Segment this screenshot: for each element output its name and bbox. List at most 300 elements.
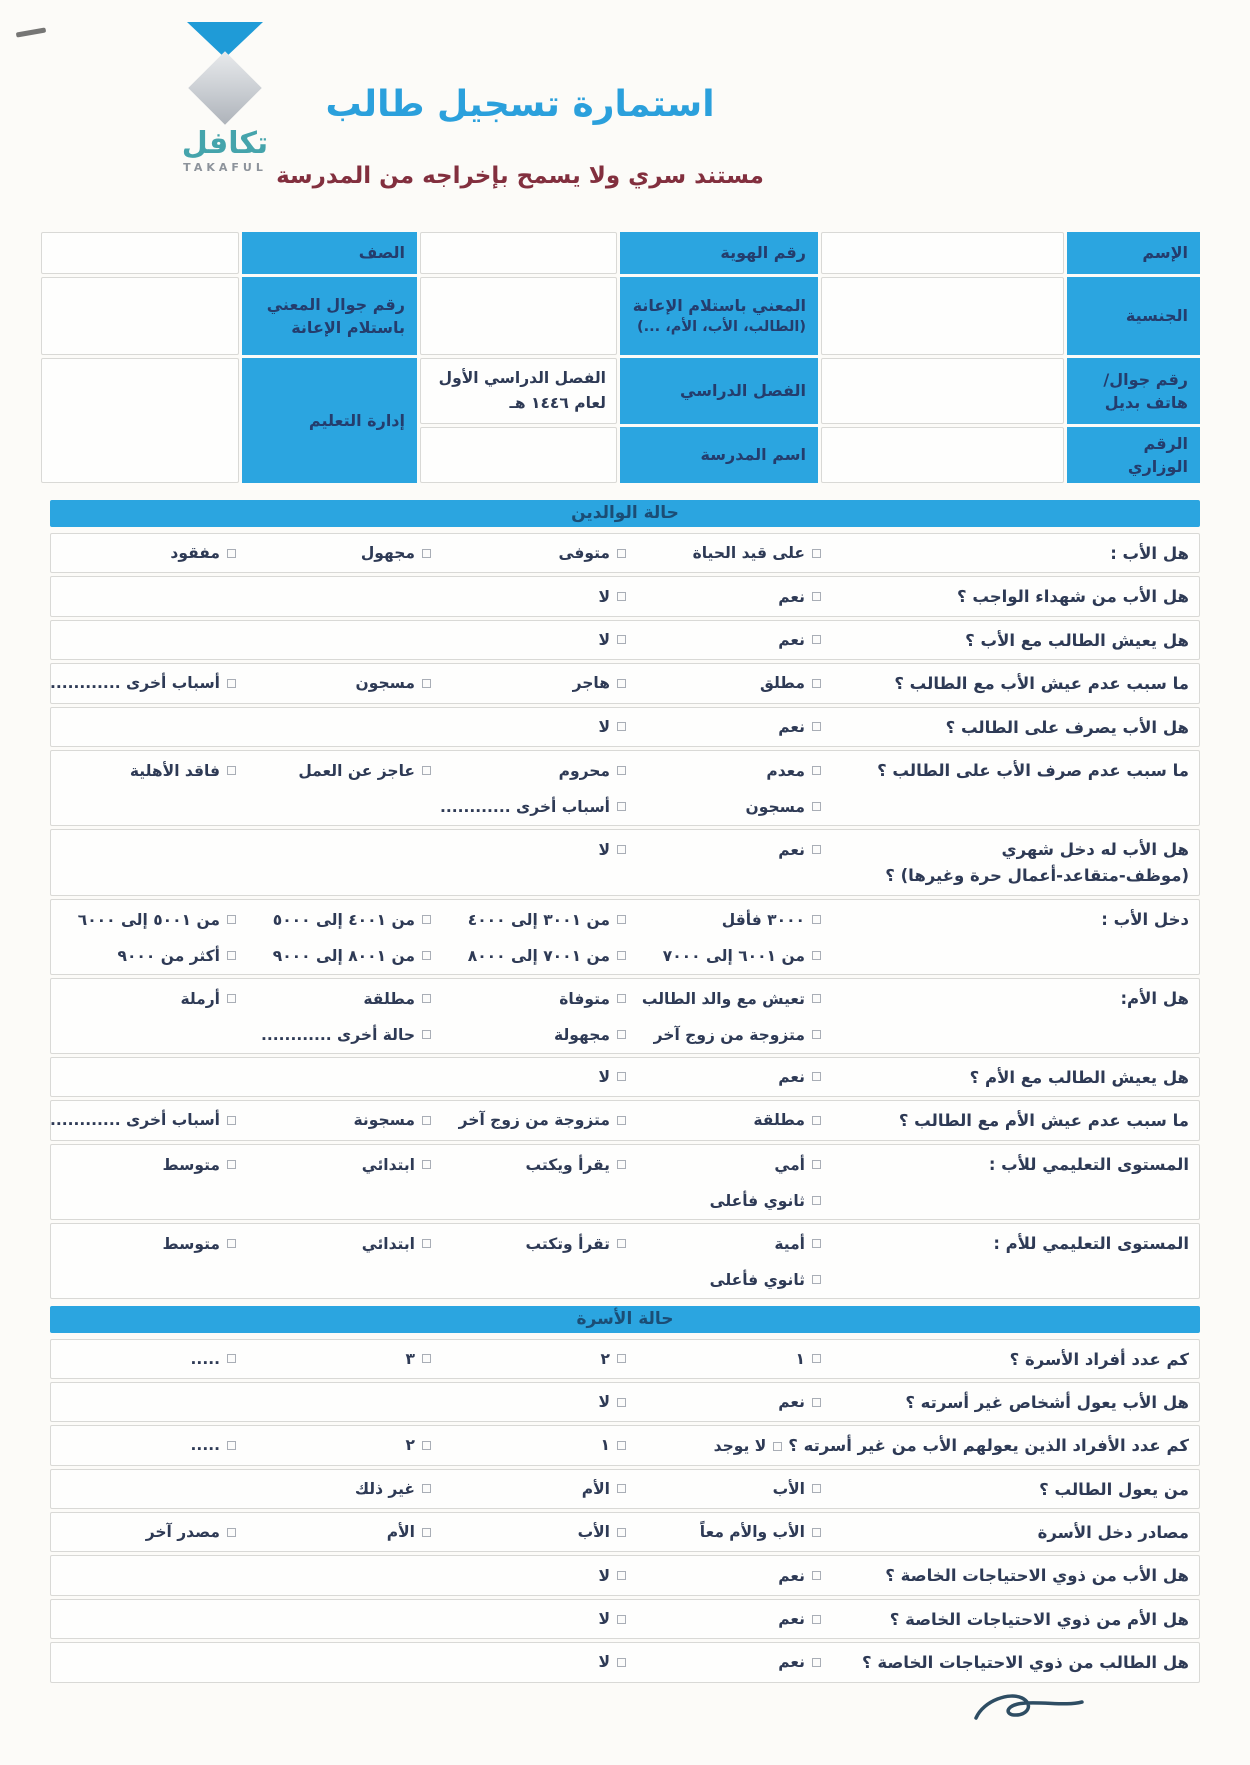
option-label: أسباب أخرى ............ xyxy=(49,1111,220,1130)
aid-recipient-label-line2: (الطالب، الأب، الأم، ...) xyxy=(637,319,806,336)
question-label xyxy=(821,751,1199,825)
options-group xyxy=(51,900,821,974)
options-group xyxy=(51,1383,821,1421)
scan-artifact xyxy=(16,27,46,37)
option-label: نعم xyxy=(778,1067,805,1086)
option xyxy=(431,1235,626,1253)
option xyxy=(51,544,236,562)
question-text-span: هل الأب من شهداء الواجب ؟ xyxy=(957,587,1189,607)
checkbox[interactable] xyxy=(617,1484,626,1493)
options-line xyxy=(51,1471,821,1507)
option xyxy=(236,990,431,1008)
form-row xyxy=(50,1599,1200,1639)
aid-recipient-label xyxy=(620,277,818,355)
options-line xyxy=(51,1262,821,1298)
checkbox[interactable] xyxy=(617,1116,626,1125)
options-group xyxy=(50,664,821,702)
option-label: الأب والأم معاً xyxy=(699,1523,805,1542)
checkbox[interactable] xyxy=(617,1571,626,1580)
option xyxy=(626,718,821,736)
checkbox[interactable] xyxy=(227,1116,236,1125)
options-line xyxy=(51,938,821,974)
form-row xyxy=(50,1469,1200,1509)
option xyxy=(236,947,431,965)
option xyxy=(236,1480,431,1498)
name-value-cell[interactable] xyxy=(821,232,1064,274)
option xyxy=(431,1068,626,1086)
option xyxy=(51,947,236,965)
option-label: ٢ xyxy=(405,1436,415,1455)
semester-value-cell[interactable]: الفصل الدراسي الأول لعام ١٤٤٦ هـ xyxy=(420,358,617,424)
option-label: مجهولة xyxy=(554,1025,610,1044)
option-label: هاجر xyxy=(572,674,610,693)
options-group xyxy=(51,1556,821,1594)
checkbox[interactable] xyxy=(422,549,431,558)
question-label xyxy=(821,577,1199,615)
option xyxy=(431,1156,626,1174)
checkbox[interactable] xyxy=(617,1030,626,1039)
question-text-span: المستوى التعليمي للأم : xyxy=(993,1233,1189,1253)
checkbox[interactable] xyxy=(617,1398,626,1407)
option-label: نعم xyxy=(778,587,805,606)
question-text xyxy=(821,628,1189,654)
option-label: ١ xyxy=(795,1349,805,1368)
checkbox[interactable] xyxy=(812,1275,821,1284)
options-line xyxy=(51,789,821,825)
option-label: متوسط xyxy=(162,1234,220,1253)
option-label: أكثر من ٩٠٠٠ xyxy=(117,946,220,965)
checkbox[interactable] xyxy=(617,549,626,558)
ministry-number-label: الرقم الوزاري xyxy=(1067,427,1200,483)
question-text-span: كم عدد أفراد الأسرة ؟ xyxy=(1009,1349,1189,1369)
option xyxy=(626,911,821,929)
option-label: لا يوجد xyxy=(713,1437,767,1456)
options-line xyxy=(51,981,821,1017)
option xyxy=(236,674,431,692)
nationality-value-cell[interactable] xyxy=(821,277,1064,355)
option xyxy=(431,674,626,692)
option xyxy=(626,1610,821,1628)
question-text-span: هل الأب يعول أشخاص غير أسرته ؟ xyxy=(905,1392,1189,1412)
option-label: مسجون xyxy=(745,797,805,816)
recipient-mobile-value-cell[interactable] xyxy=(41,277,239,355)
question-text xyxy=(821,1065,1189,1091)
logo-arabic-name: تكافل xyxy=(181,126,269,161)
alt-phone-value-cell[interactable] xyxy=(821,358,1064,424)
checkbox[interactable] xyxy=(227,1354,236,1363)
checkbox[interactable] xyxy=(422,679,431,688)
options-line xyxy=(51,1017,821,1053)
checkbox[interactable] xyxy=(812,679,821,688)
checkbox[interactable] xyxy=(812,635,821,644)
question-text xyxy=(713,1433,1189,1459)
question-text xyxy=(821,837,1189,863)
checkbox[interactable] xyxy=(812,1528,821,1537)
handwritten-signature-mark xyxy=(970,1688,1090,1730)
checkbox[interactable] xyxy=(422,994,431,1003)
option-label: متوفى xyxy=(558,544,610,563)
checkbox[interactable] xyxy=(617,994,626,1003)
checkbox[interactable] xyxy=(227,1528,236,1537)
options-line xyxy=(51,1147,821,1183)
checkbox[interactable] xyxy=(422,1354,431,1363)
option-label: ثانوي فأعلى xyxy=(709,1191,805,1210)
checkbox[interactable] xyxy=(617,1615,626,1624)
form-row xyxy=(50,1512,1200,1552)
question-text-span: المستوى التعليمي للأب : xyxy=(988,1154,1189,1174)
question-label xyxy=(821,664,1199,702)
options-group xyxy=(51,577,821,615)
checkbox[interactable] xyxy=(617,1072,626,1081)
checkbox[interactable] xyxy=(812,915,821,924)
option xyxy=(51,990,236,1008)
checkbox[interactable] xyxy=(422,915,431,924)
form-sections xyxy=(50,500,1200,1683)
option-label: تقرأ وتكتب xyxy=(525,1234,610,1253)
option-label: ابتدائي xyxy=(361,1155,415,1174)
option xyxy=(431,990,626,1008)
option-label: أرملة xyxy=(180,989,220,1008)
checkbox[interactable] xyxy=(812,1030,821,1039)
question-text xyxy=(821,1347,1189,1373)
question-label xyxy=(821,900,1199,974)
checkbox[interactable] xyxy=(617,679,626,688)
checkbox[interactable] xyxy=(617,722,626,731)
checkbox[interactable] xyxy=(812,1072,821,1081)
checkbox[interactable] xyxy=(617,951,626,960)
checkbox[interactable] xyxy=(812,1658,821,1667)
options-group xyxy=(51,708,821,746)
checkbox[interactable] xyxy=(812,802,821,811)
form-row xyxy=(50,1642,1200,1682)
option-label: أسباب أخرى ............ xyxy=(49,674,220,693)
question-text xyxy=(821,1563,1189,1589)
form-row xyxy=(50,576,1200,616)
options-line xyxy=(51,622,821,658)
checkbox[interactable] xyxy=(812,1484,821,1493)
option-label: تعيش مع والد الطالب xyxy=(641,989,805,1008)
question-text xyxy=(821,1607,1189,1633)
option xyxy=(431,1436,626,1454)
question-text xyxy=(821,758,1189,784)
option-label: الأب xyxy=(577,1523,610,1542)
education-admin-label: إدارة التعليم xyxy=(242,358,417,483)
option xyxy=(431,1523,626,1541)
option xyxy=(431,1567,626,1585)
form-row xyxy=(50,1144,1200,1220)
aid-recipient-value-cell[interactable] xyxy=(420,277,617,355)
form-row xyxy=(50,1339,1200,1379)
question-text xyxy=(821,1152,1189,1178)
ministry-number-value-cell[interactable] xyxy=(821,427,1064,483)
question-text-span: هل الأب : xyxy=(1110,544,1189,563)
checkbox[interactable] xyxy=(812,1398,821,1407)
id-number-value-cell[interactable] xyxy=(420,232,617,274)
form-row xyxy=(50,829,1200,896)
question-text xyxy=(821,1390,1189,1416)
option-label: لا xyxy=(598,1610,610,1629)
option xyxy=(51,911,236,929)
question-text-span: هل يعيش الطالب مع الأب ؟ xyxy=(965,630,1189,650)
option xyxy=(236,1235,431,1253)
checkbox[interactable] xyxy=(227,549,236,558)
option-label: نعم xyxy=(778,1393,805,1412)
question-text xyxy=(821,1520,1189,1546)
options-line xyxy=(51,535,821,571)
option-label: الأب xyxy=(772,1479,805,1498)
question-text-span: كم عدد الأفراد الذين يعولهم الأب من غير أسرته ؟ xyxy=(788,1436,1189,1456)
checkbox[interactable] xyxy=(617,1528,626,1537)
question-label xyxy=(821,1470,1199,1508)
option-label: أسباب أخرى ............ xyxy=(439,797,610,816)
form-row xyxy=(50,899,1200,975)
checkbox[interactable] xyxy=(422,766,431,775)
option-label: مصدر آخر xyxy=(145,1523,220,1542)
question-text-span: هل الأب يصرف على الطالب ؟ xyxy=(945,717,1189,737)
option-label: مفقود xyxy=(170,544,220,563)
option xyxy=(626,674,821,692)
option xyxy=(626,1567,821,1585)
option-label: من ٨٠٠١ إلى ٩٠٠٠ xyxy=(272,946,415,965)
option-label: لا xyxy=(598,630,610,649)
checkbox[interactable] xyxy=(227,1441,236,1450)
question-text-line2: (موظف-متقاعد-أعمال حرة وغيرها) ؟ xyxy=(885,866,1189,886)
checkbox[interactable] xyxy=(812,1354,821,1363)
checkbox[interactable] xyxy=(617,635,626,644)
school-name-value-cell[interactable] xyxy=(420,427,617,483)
form-title: استمارة تسجيل طالب xyxy=(325,84,715,125)
checkbox[interactable] xyxy=(617,845,626,854)
student-info-table xyxy=(50,232,1200,483)
checkbox[interactable] xyxy=(812,845,821,854)
recipient-mobile-label: رقم جوال المعني باستلام الإعانة xyxy=(242,277,417,355)
option xyxy=(431,588,626,606)
grade-label: الصف xyxy=(242,232,417,274)
option xyxy=(431,544,626,562)
options-line xyxy=(51,1226,821,1262)
confidential-notice: مستند سري ولا يسمح بإخراجه من المدرسة xyxy=(276,163,764,189)
question-text-span: ما سبب عدم عيش الأم مع الطالب ؟ xyxy=(898,1111,1189,1131)
options-line xyxy=(50,1102,821,1138)
option-label: أمية xyxy=(774,1234,805,1253)
question-text xyxy=(821,671,1189,697)
checkbox[interactable] xyxy=(422,1528,431,1537)
option-label: لا xyxy=(598,717,610,736)
options-line xyxy=(50,665,821,701)
education-admin-value-cell[interactable] xyxy=(41,358,239,483)
checkbox[interactable] xyxy=(812,1615,821,1624)
option-label: لا xyxy=(598,587,610,606)
option xyxy=(51,1523,236,1541)
options-group xyxy=(51,1145,821,1219)
options-group xyxy=(51,1600,821,1638)
option-label: ٣٠٠٠ فأقل xyxy=(721,910,805,929)
option-label: ٢ xyxy=(600,1349,610,1368)
option-label: لا xyxy=(598,1393,610,1412)
option-label: متوفاة xyxy=(559,989,610,1008)
option xyxy=(431,798,626,816)
checkbox[interactable] xyxy=(227,994,236,1003)
checkbox[interactable] xyxy=(422,1441,431,1450)
option-label: متزوجة من زوج آخر xyxy=(458,1111,610,1130)
option xyxy=(626,1271,821,1289)
checkbox[interactable] xyxy=(617,1441,626,1450)
checkbox[interactable] xyxy=(812,766,821,775)
option xyxy=(626,544,821,562)
options-line xyxy=(51,1059,821,1095)
option-label: لا xyxy=(598,1653,610,1672)
checkbox[interactable] xyxy=(617,1160,626,1169)
options-group xyxy=(51,751,821,825)
option-label: ..... xyxy=(190,1436,220,1455)
options-line xyxy=(51,709,821,745)
option-label: يقرأ ويكتب xyxy=(525,1155,610,1174)
options-group xyxy=(51,1513,821,1551)
option xyxy=(236,1156,431,1174)
question-text-span: مصادر دخل الأسرة xyxy=(1037,1523,1189,1543)
option xyxy=(626,588,821,606)
option-label: من ٧٠٠١ إلى ٨٠٠٠ xyxy=(467,946,610,965)
option xyxy=(51,1436,236,1454)
question-text xyxy=(821,584,1189,610)
option-label: مطلقة xyxy=(753,1111,805,1130)
nationality-label: الجنسية xyxy=(1067,277,1200,355)
options-line xyxy=(51,1384,821,1420)
option-label: أمي xyxy=(774,1155,805,1174)
option-label: نعم xyxy=(778,630,805,649)
option xyxy=(431,841,626,859)
option xyxy=(236,544,431,562)
checkbox[interactable] xyxy=(812,1160,821,1169)
options-line xyxy=(51,579,821,615)
option-label: محروم xyxy=(558,761,610,780)
form-row xyxy=(50,1223,1200,1299)
checkbox[interactable] xyxy=(812,1116,821,1125)
options-group xyxy=(51,1058,821,1096)
option xyxy=(51,1350,236,1368)
aid-recipient-label-line1: المعني باستلام الإعانة xyxy=(632,295,806,315)
options-group xyxy=(50,1101,821,1139)
checkbox[interactable] xyxy=(227,679,236,688)
checkbox[interactable] xyxy=(812,549,821,558)
option-label: نعم xyxy=(778,1566,805,1585)
form-row xyxy=(50,663,1200,703)
option xyxy=(431,762,626,780)
option-label: متزوجة من زوج آخر xyxy=(653,1025,805,1044)
option xyxy=(236,1436,431,1454)
option xyxy=(626,1026,821,1044)
form-footer xyxy=(50,1686,1200,1756)
option xyxy=(431,1026,626,1044)
options-group xyxy=(51,979,821,1053)
checkbox[interactable] xyxy=(422,1030,431,1039)
option-label: نعم xyxy=(778,840,805,859)
question-text xyxy=(821,715,1189,741)
option-label: معدم xyxy=(766,761,805,780)
checkbox[interactable] xyxy=(422,1484,431,1493)
option-label: نعم xyxy=(778,717,805,736)
checkbox[interactable] xyxy=(812,722,821,731)
checkbox[interactable] xyxy=(422,951,431,960)
checkbox[interactable] xyxy=(422,1160,431,1169)
question-text xyxy=(821,1650,1189,1676)
option xyxy=(431,718,626,736)
form-page xyxy=(50,0,1200,1756)
options-line xyxy=(51,1601,821,1637)
option xyxy=(431,1350,626,1368)
checkbox[interactable] xyxy=(812,1196,821,1205)
checkbox[interactable] xyxy=(617,802,626,811)
checkbox[interactable] xyxy=(422,1116,431,1125)
checkbox[interactable] xyxy=(227,1160,236,1169)
checkbox[interactable] xyxy=(227,915,236,924)
form-row xyxy=(50,750,1200,826)
option xyxy=(50,1111,236,1129)
question-label xyxy=(821,830,1199,895)
checkbox[interactable] xyxy=(812,1239,821,1248)
checkbox[interactable] xyxy=(617,1658,626,1667)
checkbox[interactable] xyxy=(422,1239,431,1248)
form-row xyxy=(50,1425,1200,1465)
alt-phone-label: رقم جوال/هاتف بديل xyxy=(1067,358,1200,424)
checkbox[interactable] xyxy=(227,766,236,775)
question-label xyxy=(821,1058,1199,1096)
section-header: حالة الأسرة xyxy=(50,1306,1200,1333)
question-text-span: هل الأم: xyxy=(1120,988,1189,1008)
option xyxy=(626,841,821,859)
checkbox[interactable] xyxy=(227,951,236,960)
option-label: من ٣٠٠١ إلى ٤٠٠٠ xyxy=(467,910,610,929)
checkbox[interactable] xyxy=(617,766,626,775)
option xyxy=(626,1192,821,1210)
question-text xyxy=(821,1231,1189,1257)
question-text-span: ما سبب عدم صرف الأب على الطالب ؟ xyxy=(877,760,1189,780)
form-row xyxy=(50,1555,1200,1595)
question-text xyxy=(821,907,1189,933)
semester-label: الفصل الدراسي xyxy=(620,358,818,424)
option-label: لا xyxy=(598,840,610,859)
option-label: مجهول xyxy=(360,544,415,563)
option xyxy=(236,1111,431,1129)
option xyxy=(431,1653,626,1671)
checkbox[interactable] xyxy=(227,1239,236,1248)
checkbox[interactable] xyxy=(617,592,626,601)
checkbox[interactable] xyxy=(812,994,821,1003)
question-label xyxy=(821,1600,1199,1638)
option xyxy=(626,990,821,1008)
grade-value-cell[interactable] xyxy=(41,232,239,274)
checkbox[interactable] xyxy=(812,1571,821,1580)
checkbox[interactable] xyxy=(617,1239,626,1248)
form-row xyxy=(50,620,1200,660)
options-line xyxy=(51,753,821,789)
question-text-span: هل الطالب من ذوي الاحتياجات الخاصة ؟ xyxy=(862,1653,1189,1673)
checkbox[interactable] xyxy=(617,915,626,924)
options-group xyxy=(51,1643,821,1681)
option-label: ..... xyxy=(190,1349,220,1368)
option-label: من ٥٠٠١ إلى ٦٠٠٠ xyxy=(77,910,220,929)
option xyxy=(431,911,626,929)
options-group xyxy=(51,830,821,895)
option xyxy=(50,674,236,692)
checkbox[interactable] xyxy=(812,951,821,960)
options-line xyxy=(51,832,821,868)
checkbox[interactable] xyxy=(812,592,821,601)
option-label: الأم xyxy=(581,1479,610,1498)
school-name-label: اسم المدرسة xyxy=(620,427,818,483)
option-label: ١ xyxy=(600,1436,610,1455)
checkbox[interactable] xyxy=(617,1354,626,1363)
